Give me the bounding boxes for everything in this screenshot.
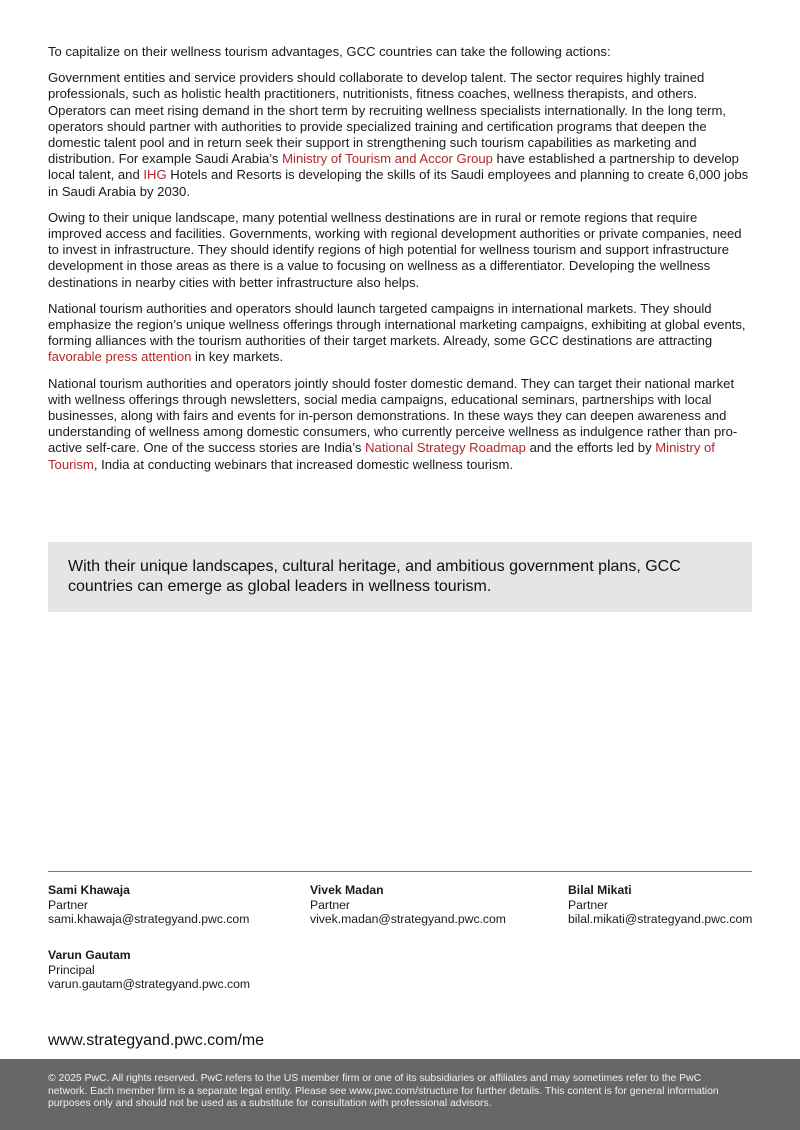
text-run: have established a partnership to develop local talent, and (48, 151, 739, 183)
contact-title: Partner (48, 897, 88, 912)
text-run: , India at conducting webinars that increased domestic wellness tourism. (93, 456, 514, 472)
domestic-demand-paragraph (48, 376, 754, 473)
contact-card (568, 883, 752, 927)
text-run: in key markets. (191, 349, 284, 365)
ihg-link[interactable]: IHG (143, 167, 167, 183)
contact-name: Varun Gautam (48, 948, 131, 962)
text-run: Hotels and Resorts is developing the skills of its Saudi employees and planning to create 6,000 jobs in Saudi Arabia by 2030. (48, 167, 749, 199)
footer (0, 1059, 800, 1130)
text-run: and the efforts led by (525, 440, 656, 456)
copyright-text: © 2025 PwC. All rights reserved. PwC refers to the US member firm or one of its subsidiaries or affiliates and may sometimes refer to the PwC network. Each member firm is a separate legal entity. Please see www.pwc.com/structure for further details. This content is for general information purposes only and should not be used as a substitute for consultation with professional advisors. (48, 1073, 719, 1109)
press-attention-link[interactable]: favorable press attention (48, 349, 192, 365)
contact-name: Sami Khawaja (48, 883, 130, 897)
contact-email[interactable]: varun.gautam@strategyand.pwc.com (48, 977, 251, 991)
contact-name: Vivek Madan (310, 883, 384, 897)
intro-paragraph: To capitalize on their wellness tourism advantages, GCC countries can take the following actions: (48, 44, 611, 59)
text-run: Government entities and service providers should collaborate to develop talent. The sector requires highly trained professionals, such as holistic health practitioners, nutritionists, fitness coaches, wellness therapists, and others. Operators can meet rising demand in the short term by recruiting wellness specialists internationally. In the long term, operators should partner with authorities to provide specialized training and certification programs that deepen the domestic talent pool and in return seek their support in strengthening such tourism capabilities as marketing and distribution. For example Saudi Arabia’s (48, 70, 727, 167)
national-strategy-roadmap-link[interactable]: National Strategy Roadmap (365, 440, 526, 456)
contact-name: Bilal Mikati (568, 883, 632, 897)
contact-card (48, 883, 249, 927)
infrastructure-paragraph: Owing to their unique landscape, many potential wellness destinations are in rural or remote regions that require improved access and facilities. Governments, working with regional development authorities or private companies, need to invest in infrastructure. They should identify regions of high potential for wellness tourism and support infrastructure development in those areas as there is a value to focusing on wellness as a differentiator. Developing the wellness destinations in nearby cities with better infrastructure also helps. (48, 209, 742, 290)
contact-email[interactable]: sami.khawaja@strategyand.pwc.com (48, 912, 250, 926)
website-link[interactable]: www.strategyand.pwc.com/me (48, 1032, 265, 1049)
text-run: National tourism authorities and operators jointly should foster domestic demand. They can target their national market with wellness offerings through newsletters, social media campaigns, educational seminars, partnerships with local businesses, along with fairs and events for in-person demonstrations. In these ways they can deepen awareness and understanding of wellness among domestic consumers, who currently perceive wellness as indulgence rather than pro-active self-care. One of the success stories are India’s (48, 375, 738, 456)
contact-card (48, 948, 250, 992)
contact-title: Partner (568, 897, 608, 912)
callout-text: With their unique landscapes, cultural heritage, and ambitious government plans, GCC countries can emerge as global leaders in wellness tourism. (68, 558, 681, 595)
text-run: National tourism authorities and operators should launch targeted campaigns in international markets. They should emphasize the region’s unique wellness offerings through international marketing campaigns, exhibiting at global events, forming alliances with the tourism authorities of their target markets. Already, some GCC destinations are attracting (48, 300, 746, 349)
campaigns-paragraph (48, 301, 754, 366)
contact-email[interactable]: vivek.madan@strategyand.pwc.com (310, 912, 506, 926)
divider (48, 871, 752, 872)
article-body (48, 44, 754, 483)
talent-paragraph (48, 70, 754, 200)
callout-box (48, 542, 752, 612)
contact-title: Principal (48, 962, 95, 977)
ministry-of-tourism-link[interactable]: Ministry of Tourism (48, 440, 715, 472)
contact-title: Partner (310, 897, 350, 912)
ministry-accor-link[interactable]: Ministry of Tourism and Accor Group (282, 151, 493, 167)
contact-card (310, 883, 506, 927)
contact-email[interactable]: bilal.mikati@strategyand.pwc.com (568, 912, 753, 926)
